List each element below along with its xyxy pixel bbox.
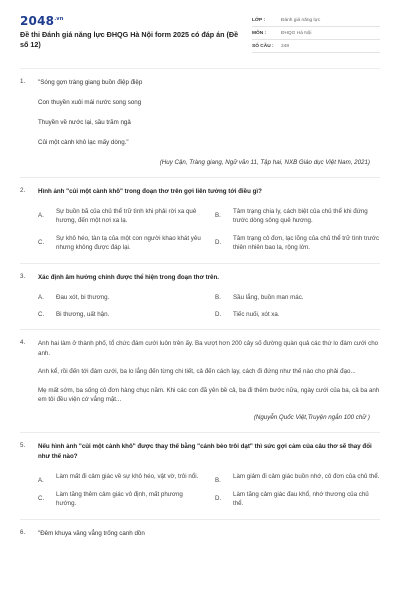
option-a[interactable] bbox=[38, 207, 203, 226]
reading-passage bbox=[38, 339, 380, 422]
meta-value: ĐHQG Hà Nội bbox=[281, 30, 312, 36]
logo-suffix: .vn bbox=[54, 16, 64, 22]
exam-title: Đề thi Đánh giá năng lực ĐHQG Hà Nội form 2025 có đáp án (Đề số 12) bbox=[20, 30, 239, 49]
question-number: 5. bbox=[20, 442, 26, 450]
option-text: Sự khô héo, tàn tạ của một con người khao khát yêu nhưng không được đáp lại. bbox=[56, 234, 201, 252]
option-text: Tiếc nuối, xót xa. bbox=[233, 311, 280, 319]
poem-line: Củi một cành khô lạc mấy dòng." bbox=[38, 139, 129, 146]
poem-line: Thuyền về nước lại, sầu trăm ngả bbox=[38, 119, 131, 126]
question-6 bbox=[20, 529, 380, 538]
option-label: C. bbox=[38, 311, 45, 319]
option-label: D. bbox=[215, 494, 222, 502]
option-b[interactable] bbox=[215, 472, 380, 485]
meta-row-count bbox=[252, 40, 380, 53]
poem-line: "Đêm khuya văng vẳng trống canh dồn bbox=[38, 529, 145, 537]
question-4 bbox=[20, 339, 380, 422]
option-a[interactable] bbox=[38, 293, 203, 302]
option-text: Tâm trạng chia ly, cách biệt của chủ thể khi đứng trước dòng sông quê hương. bbox=[233, 208, 368, 225]
option-label: B. bbox=[215, 212, 221, 219]
option-label: D. bbox=[215, 238, 222, 246]
option-label: A. bbox=[38, 212, 44, 219]
meta-key: LỚP : bbox=[252, 17, 266, 23]
option-d[interactable] bbox=[215, 310, 380, 319]
question-number: 1. bbox=[20, 78, 26, 85]
site-logo[interactable] bbox=[20, 14, 64, 28]
option-text: Bi thương, uất hận. bbox=[56, 311, 110, 319]
meta-row-class bbox=[252, 14, 380, 27]
answer-options bbox=[38, 207, 380, 253]
option-text: Tâm trạng cô đơn, lạc lõng của chủ thể trữ tình trước thiên nhiên bao la, rộng lớn. bbox=[233, 234, 380, 252]
option-c[interactable] bbox=[38, 234, 203, 253]
exam-meta-table bbox=[252, 14, 380, 53]
question-divider bbox=[20, 177, 380, 178]
option-text: Sự buồn bã của chủ thể trữ tình khi phải rời xa quê hương, đến một nơi xa lạ. bbox=[56, 208, 197, 225]
question-text: Nếu hình ảnh "củi một cành khô" được thay thế bằng "cánh bèo trôi dạt" thì sức gợi cảm của câu thơ sẽ thay đổi như thế nào? bbox=[38, 443, 372, 461]
question-2 bbox=[20, 187, 380, 253]
meta-value: 248 bbox=[281, 43, 290, 49]
question-text: Hình ảnh "củi một cành khô" trong đoạn thơ trên gợi liên tưởng tới điều gì? bbox=[38, 188, 262, 195]
passage-source: (Nguyễn Quốc Việt,Truyện ngắn 100 chữ ) bbox=[253, 414, 370, 422]
option-label: D. bbox=[215, 311, 222, 319]
question-divider bbox=[20, 519, 380, 520]
meta-row-subject bbox=[252, 27, 380, 40]
option-d[interactable] bbox=[215, 490, 380, 509]
question-list bbox=[20, 78, 380, 538]
option-label: C. bbox=[38, 238, 45, 246]
question-number: 4. bbox=[20, 339, 26, 347]
question-number: 3. bbox=[20, 272, 26, 280]
logo-text: 2048 bbox=[20, 14, 55, 28]
option-text: Sầu lắng, buồn man mác. bbox=[233, 293, 304, 301]
poem-excerpt bbox=[38, 78, 380, 167]
passage-paragraph: Anh hai làm ở thành phố, tổ chức đám cưới luôn trên ấy. Ba vượt hơn 200 cây số đường quàn quả các thứ lo đám cưới cho anh. bbox=[38, 340, 379, 357]
question-number: 6. bbox=[20, 528, 26, 536]
answer-options bbox=[38, 472, 380, 508]
poem-line: "Sóng gợn tràng giang buồn điệp điệp bbox=[38, 79, 143, 86]
passage-paragraph: Mẹ mất sớm, ba sống cô đơn hàng chục năm. Khi các con đã yên bề cả, ba đi thêm bước nữa, ngày cưới của ba, cả ba anh em tôi đều viện cớ vắng mặt... bbox=[38, 386, 380, 404]
question-text: Xác định âm hưởng chính được thể hiện trong đoạn thơ trên. bbox=[38, 273, 219, 281]
option-text: Làm mất đi cảm giác về sự khô héo, vật vờ, trôi nổi. bbox=[56, 473, 199, 481]
question-3 bbox=[20, 273, 380, 320]
option-text: Đau xót, bi thương. bbox=[56, 293, 110, 301]
option-d[interactable] bbox=[215, 234, 380, 253]
question-divider bbox=[20, 263, 380, 264]
meta-key: MÔN : bbox=[252, 30, 267, 36]
poem-line: Con thuyền xuôi mái nước song song bbox=[38, 99, 142, 106]
passage-paragraph: Anh kể, rồi đến tới đám cưới, ba lo lắng đến từng chi tiết, cả đến cách lạy, cách đi đứng như thế nào cho phải đạo... bbox=[38, 368, 356, 376]
question-number: 2. bbox=[20, 187, 26, 194]
meta-value: Đánh giá năng lực bbox=[281, 17, 321, 23]
answer-options bbox=[38, 293, 380, 320]
option-b[interactable] bbox=[215, 293, 380, 302]
option-label: A. bbox=[38, 293, 44, 301]
option-c[interactable] bbox=[38, 490, 203, 509]
option-label: A. bbox=[38, 477, 44, 485]
option-c[interactable] bbox=[38, 310, 203, 319]
option-label: B. bbox=[215, 293, 221, 301]
option-text: Làm tăng cảm giác đau khổ, nhớ thương của chủ thể. bbox=[233, 490, 369, 508]
question-divider bbox=[20, 329, 380, 330]
meta-key: SỐ CÂU : bbox=[252, 43, 274, 49]
option-text: Làm giảm đi cảm giác buồn nhớ, cô đơn của chủ thể. bbox=[233, 473, 380, 481]
header-divider bbox=[20, 68, 380, 69]
option-b[interactable] bbox=[215, 207, 380, 226]
poem-source: (Huy Cận, Tràng giang, Ngữ văn 11, Tập hai, NXB Giáo dục Việt Nam, 2021) bbox=[159, 159, 370, 166]
option-label: B. bbox=[215, 477, 221, 485]
option-a[interactable] bbox=[38, 472, 203, 485]
question-1 bbox=[20, 78, 380, 167]
question-5 bbox=[20, 442, 380, 508]
option-text: Làm tăng thêm cảm giác vô định, mất phương hướng. bbox=[56, 490, 183, 508]
question-divider bbox=[20, 432, 380, 433]
option-label: C. bbox=[38, 494, 45, 502]
page-header bbox=[20, 14, 380, 60]
